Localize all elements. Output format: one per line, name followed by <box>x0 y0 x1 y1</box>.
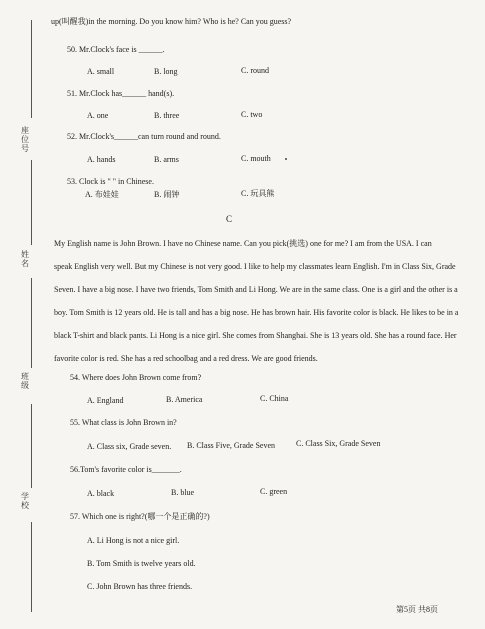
q55-option-a: A. Class six, Grade seven. <box>87 442 172 451</box>
q50-stem: 50. Mr.Clock's face is ______. <box>67 45 165 54</box>
speck <box>285 158 287 160</box>
q56-option-c: C. green <box>260 487 288 496</box>
q51-option-b: B. three <box>154 111 180 120</box>
q54-stem: 54. Where does John Brown come from? <box>70 373 202 382</box>
q56-stem: 56.Tom's favorite color is_______. <box>70 465 182 474</box>
q51-option-a: A. one <box>87 111 109 120</box>
q52-stem: 52. Mr.Clock's______can turn round and round. <box>67 132 221 141</box>
side-label-school: 学校 <box>21 492 29 510</box>
q50-option-a: A. small <box>87 67 115 76</box>
q51-stem: 51. Mr.Clock has______ hand(s). <box>67 89 175 98</box>
q51-option-c: C. two <box>241 110 263 119</box>
passage-line: favorite color is red. She has a red schoolbag and a red dress. We are good friends. <box>54 354 318 363</box>
q54-option-b: B. America <box>166 395 203 404</box>
side-label-seat: 座位号 <box>21 126 29 153</box>
q57-stem: 57. Which one is right?(哪一个是正确的?) <box>70 512 210 521</box>
section-heading: C <box>226 214 233 224</box>
passage-line: My English name is John Brown. I have no Chinese name. Can you pick(挑选) one for me? I am from the USA. I can <box>54 239 432 248</box>
page-number: 第5页 共8页 <box>396 605 438 614</box>
q52-option-c: C. mouth <box>241 154 271 163</box>
q53-option-b: B. 闹钟 <box>154 190 180 199</box>
q55-option-c: C. Class Six, Grade Seven <box>296 439 381 448</box>
q57-option-b: B. Tom Smith is twelve years old. <box>87 559 196 568</box>
q50-option-c: C. round <box>241 66 269 75</box>
q50-option-b: B. long <box>154 67 178 76</box>
passage-line: black T-shirt and black pants. Li Hong is a nice girl. She comes from Shanghai. She is 13 years old. She has a round face. Her <box>54 331 457 340</box>
q52-option-b: B. arms <box>154 155 179 164</box>
q53-option-a: A. 布娃娃 <box>85 190 119 199</box>
side-label-class: 班级 <box>21 372 29 390</box>
reading-passage <box>54 232 478 370</box>
margin-line <box>31 160 32 245</box>
q56-option-a: A. black <box>87 489 115 498</box>
q55-option-b: B. Class Five, Grade Seven <box>187 441 275 450</box>
passage-line: boy. Tom Smith is 12 years old. He is tall and has a big nose. He has brown hair. His favorite color is black. He likes to be in a <box>54 308 459 317</box>
passage-line: Seven. I have a big nose. I have two friends, Tom Smith and Li Hong. We are in the same class. One is a girl and the other is a <box>54 285 458 294</box>
q57-option-c: C. John Brown has three friends. <box>87 582 193 591</box>
q57-option-a: A. Li Hong is not a nice girl. <box>87 536 180 545</box>
q54-option-c: C. China <box>260 394 289 403</box>
passage-line: speak English very well. But my Chinese is not very good. I like to help my classmates learn English. I'm in Class Six, Grade <box>54 262 456 271</box>
top-line: up(叫醒我)in the morning. Do you know him? Who is he? Can you guess? <box>51 17 292 26</box>
q53-option-c: C. 玩具熊 <box>241 189 275 198</box>
q56-option-b: B. blue <box>171 488 195 497</box>
side-label-name: 姓名 <box>21 250 29 268</box>
margin-line <box>31 20 32 118</box>
q52-option-a: A. hands <box>87 155 116 164</box>
q55-stem: 55. What class is John Brown in? <box>70 418 177 427</box>
q53-stem: 53. Clock is " " in Chinese. <box>67 177 154 186</box>
margin-line <box>31 522 32 612</box>
margin-line <box>31 404 32 488</box>
q54-option-a: A. England <box>87 396 124 405</box>
margin-line <box>31 278 32 368</box>
